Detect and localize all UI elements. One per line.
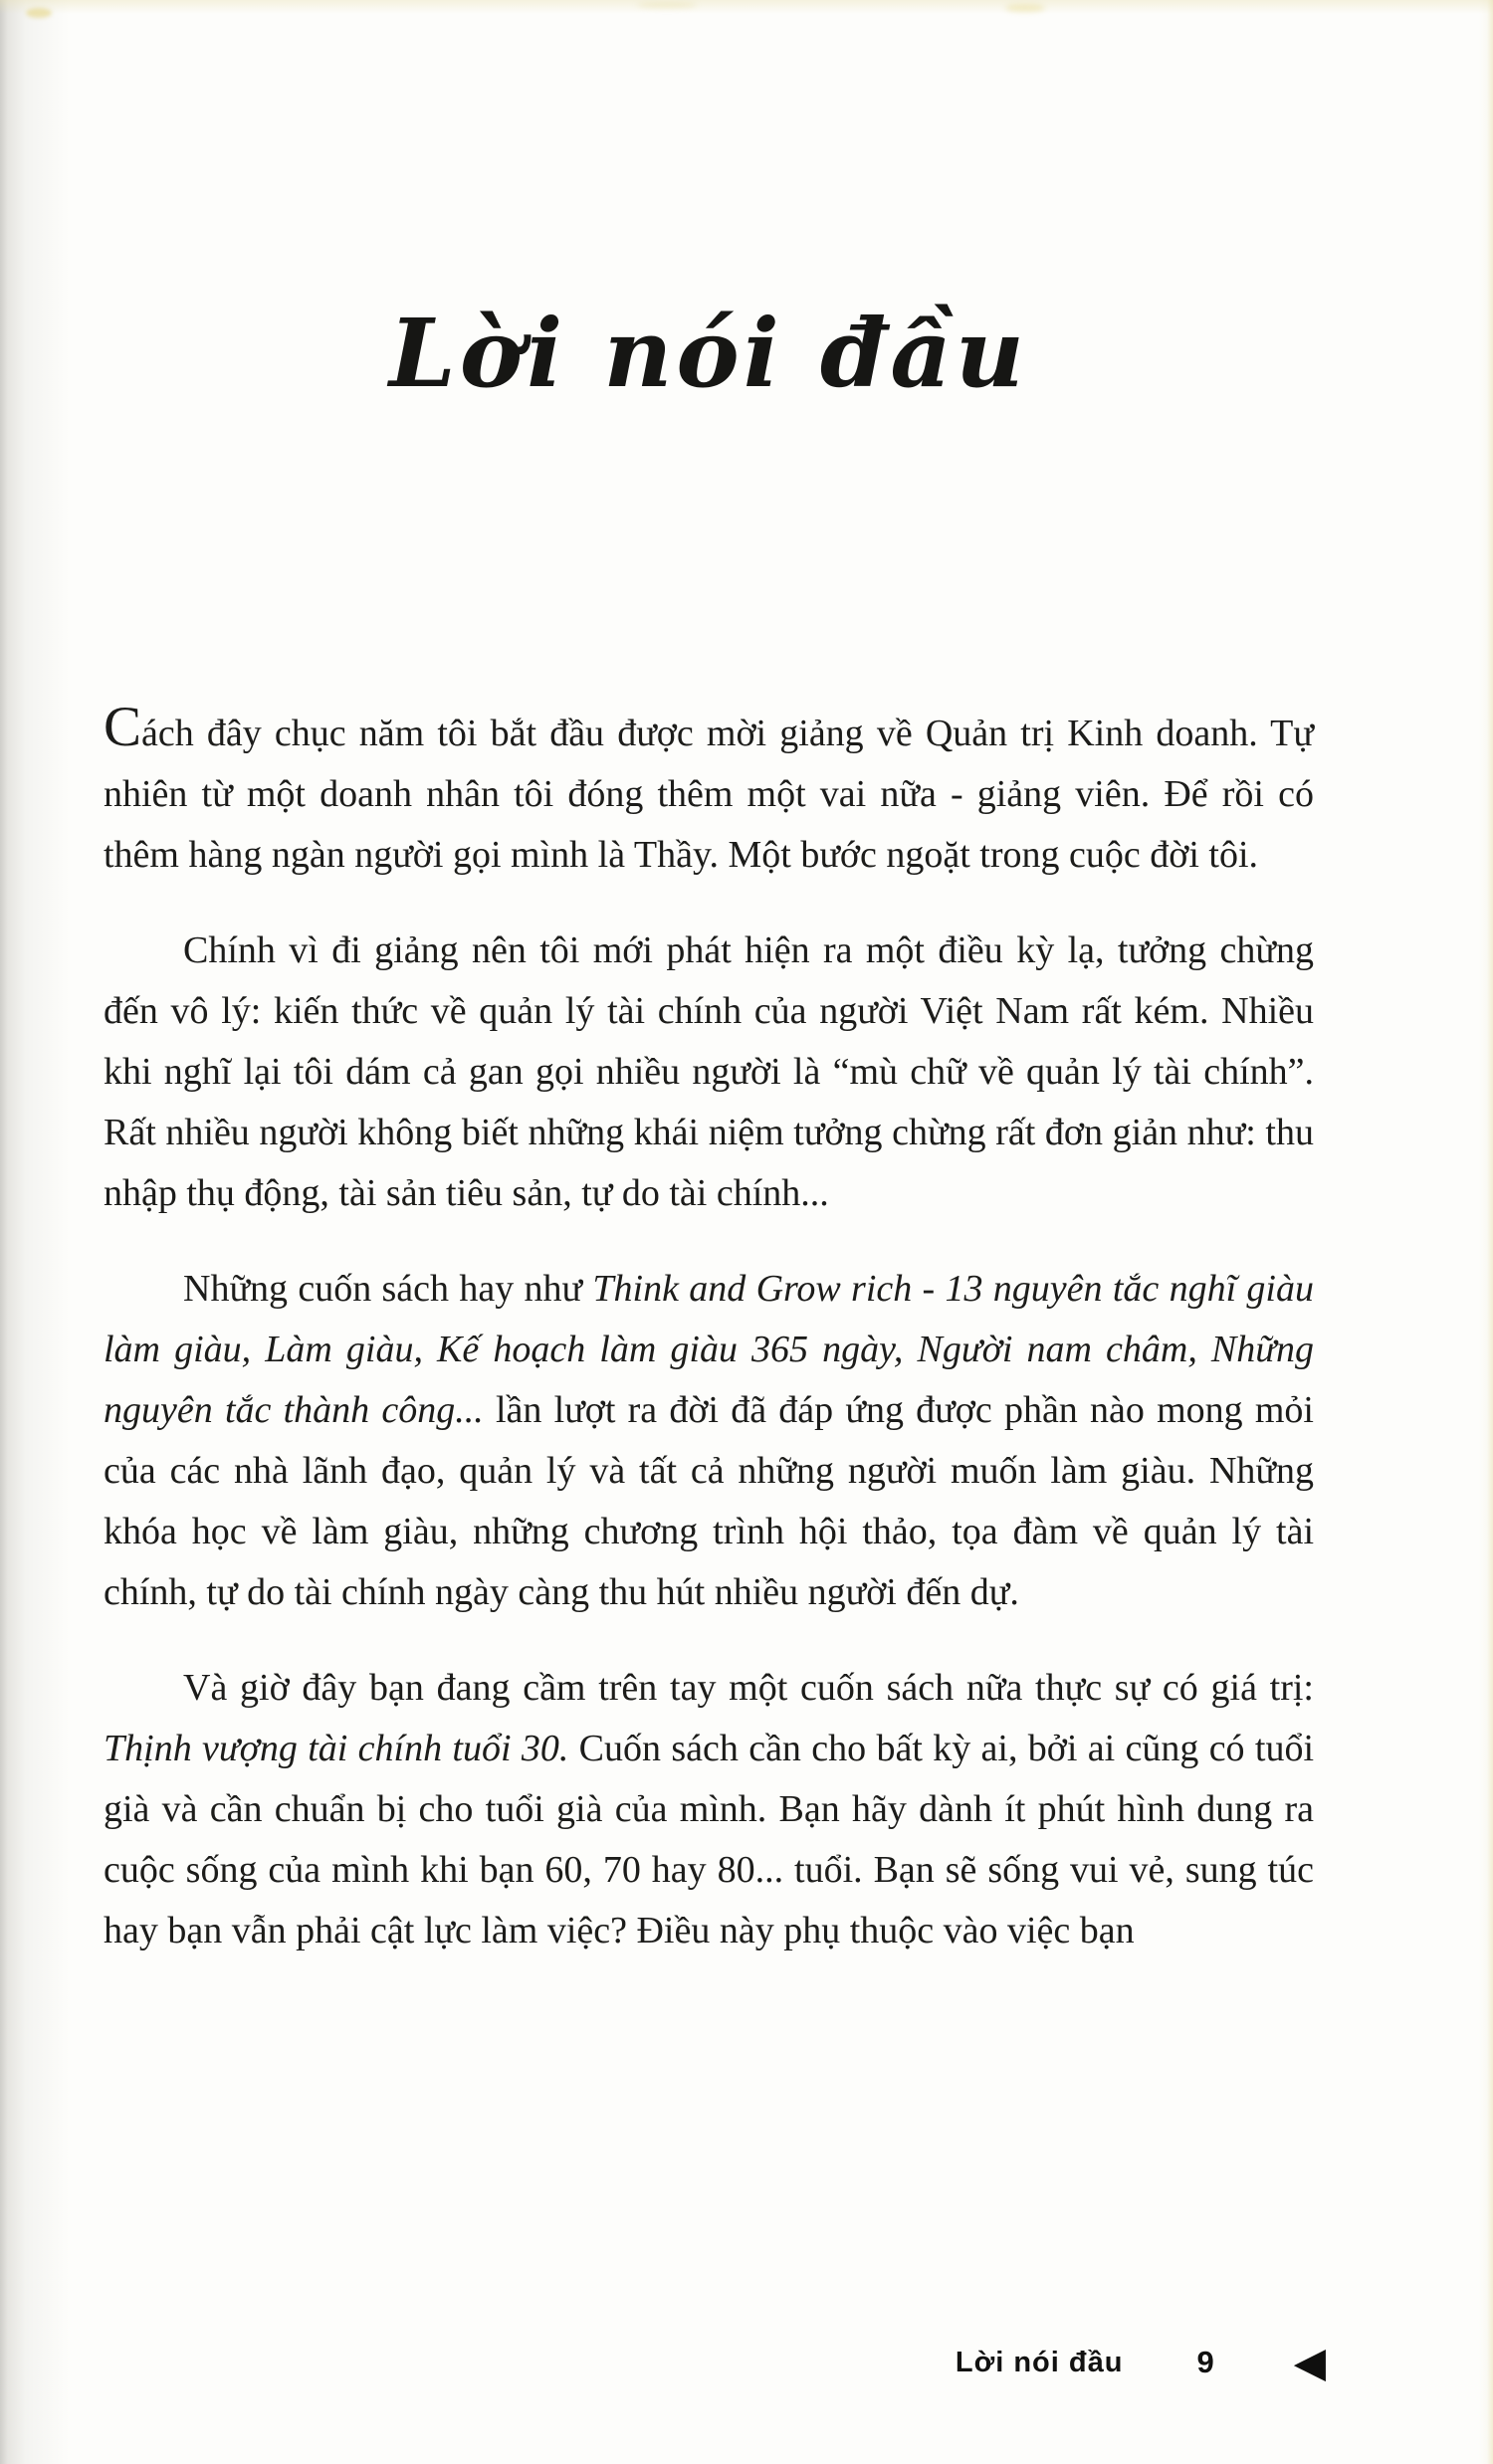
left-triangle-icon: ◀ <box>1293 2338 1326 2386</box>
paragraph-1 <box>104 697 1314 886</box>
paragraph-3-book-titles: Think and Grow rich - 13 nguyên tắc nghĩ giàu làm giàu, Làm giàu, Kế hoạch làm giàu 365 ngày, Người nam châm, Những nguyên tắc thành công... <box>104 1268 1314 1431</box>
paragraph-4-lead: Và giờ đây bạn đang cầm trên tay một cuốn sách nữa thực sự có giá trị: <box>183 1667 1314 1709</box>
footer-section-label: Lời nói đầu <box>955 2346 1124 2378</box>
drop-cap: C <box>104 696 142 758</box>
footer-page-number: 9 <box>1196 2345 1214 2379</box>
paragraph-4-book-title: Thịnh vượng tài chính tuổi 30. <box>104 1728 569 1769</box>
paragraph-1-text: ách đây chục năm tôi bắt đầu được mời giảng về Quản trị Kinh doanh. Tự nhiên từ một doanh nhân tôi đóng thêm một vai nữa - giảng viên. Để rồi có thêm hàng ngàn người gọi mình là Thầy. Một bước ngoặt trong cuộc đời tôi. <box>104 713 1314 876</box>
page-edge-tint-right <box>1479 0 1493 2464</box>
paragraph-3-rest: lần lượt ra đời đã đáp ứng được phần nào mong mỏi của các nhà lãnh đạo, quản lý và tất cả những người muốn làm giàu. Những khóa học về làm giàu, những chương trình hội thảo, tọa đàm về quản lý tài chính, tự do tài chính ngày càng thu hút nhiều người đến dự. <box>104 1389 1314 1613</box>
paragraph-2 <box>104 921 1314 1224</box>
scan-artifact <box>1005 4 1045 12</box>
scan-artifact <box>637 2 697 8</box>
page-footer <box>955 2338 1326 2386</box>
paragraph-2-text: Chính vì đi giảng nên tôi mới phát hiện ra một điều kỳ lạ, tưởng chừng đến vô lý: kiến thức về quản lý tài chính của người Việt Nam rất kém. Nhiều khi nghĩ lại tôi dám cả gan gọi nhiều người là “mù chữ về quản lý tài chính”. Rất nhiều người không biết những khái niệm tưởng chừng rất đơn giản như: thu nhập thụ động, tài sản tiêu sản, tự do tài chính... <box>104 929 1314 1214</box>
paragraph-4 <box>104 1658 1314 1961</box>
paragraph-3 <box>104 1259 1314 1623</box>
scan-artifact <box>26 8 52 18</box>
paragraph-4-rest: Cuốn sách cần cho bất kỳ ai, bởi ai cũng có tuổi già và cần chuẩn bị cho tuổi già của mình. Bạn hãy dành ít phút hình dung ra cuộc sống của mình khi bạn 60, 70 hay 80... tuổi. Bạn sẽ sống vui vẻ, sung túc hay bạn vẫn phải cật lực làm việc? Điều này phụ thuộc vào việc bạn <box>104 1728 1315 1951</box>
paragraph-3-lead: Những cuốn sách hay như <box>183 1268 593 1310</box>
chapter-title: Lời nói đầu <box>389 299 1028 409</box>
page-edge-tint-top <box>0 0 1493 14</box>
binding-shadow <box>0 0 70 2464</box>
body-text <box>104 697 1314 1996</box>
